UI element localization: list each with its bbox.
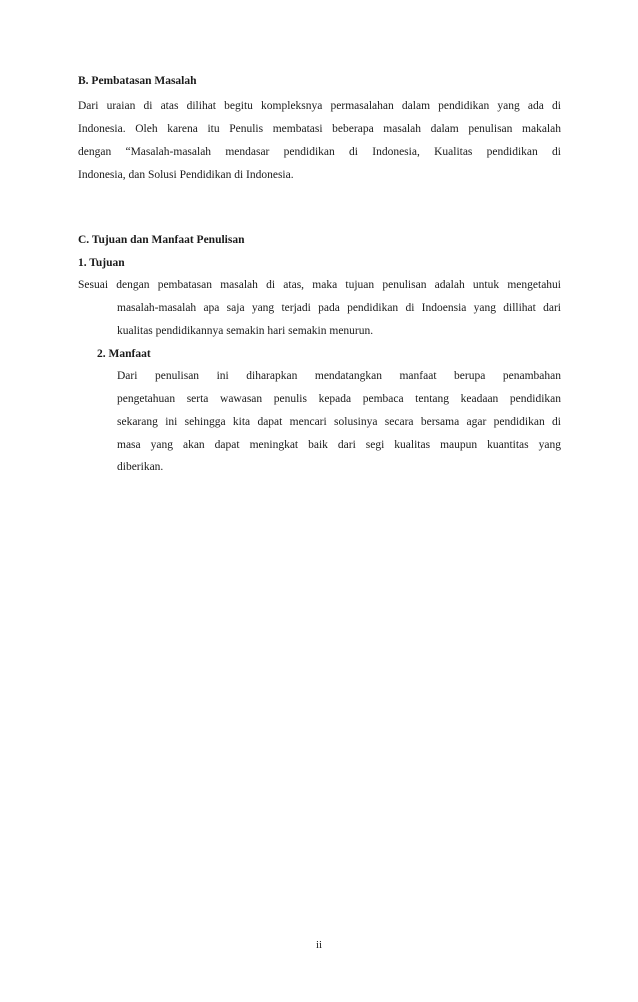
section-c-heading: C. Tujuan dan Manfaat Penulisan <box>78 234 245 246</box>
section-b-line: Indonesia, dan Solusi Pendidikan di Indonesia. <box>78 169 294 181</box>
tujuan-line: Sesuai dengan pembatasan masalah di atas, maka tujuan penulisan adalah untuk mengetahui <box>78 279 561 291</box>
manfaat-line: pengetahuan serta wawasan penulis kepada pembaca tentang keadaan pendidikan <box>117 393 561 405</box>
manfaat-line: sekarang ini sehingga kita dapat mencari solusinya secara bersama agar pendidikan di <box>117 416 561 428</box>
section-b-line: dengan “Masalah-masalah mendasar pendidikan di Indonesia, Kualitas pendidikan di <box>78 146 561 158</box>
manfaat-heading: 2. Manfaat <box>97 348 151 360</box>
section-b-line: Indonesia. Oleh karena itu Penulis membatasi beberapa masalah dalam penulisan makalah <box>78 123 561 135</box>
manfaat-line: masa yang akan dapat meningkat baik dari segi kualitas maupun kuantitas yang <box>117 439 561 451</box>
tujuan-line: kualitas pendidikannya semakin hari semakin menurun. <box>117 325 374 337</box>
section-b-heading: B. Pembatasan Masalah <box>78 75 197 87</box>
tujuan-line: masalah-masalah apa saja yang terjadi pada pendidikan di Indoensia yang dillihat dari <box>117 302 561 314</box>
manfaat-line: Dari penulisan ini diharapkan mendatangkan manfaat berupa penambahan <box>117 370 561 382</box>
page-number: ii <box>315 939 323 951</box>
tujuan-heading: 1. Tujuan <box>78 257 125 269</box>
manfaat-line: diberikan. <box>117 461 164 473</box>
section-b-line: Dari uraian di atas dilihat begitu kompleksnya permasalahan dalam pendidikan yang ada di <box>78 100 561 112</box>
